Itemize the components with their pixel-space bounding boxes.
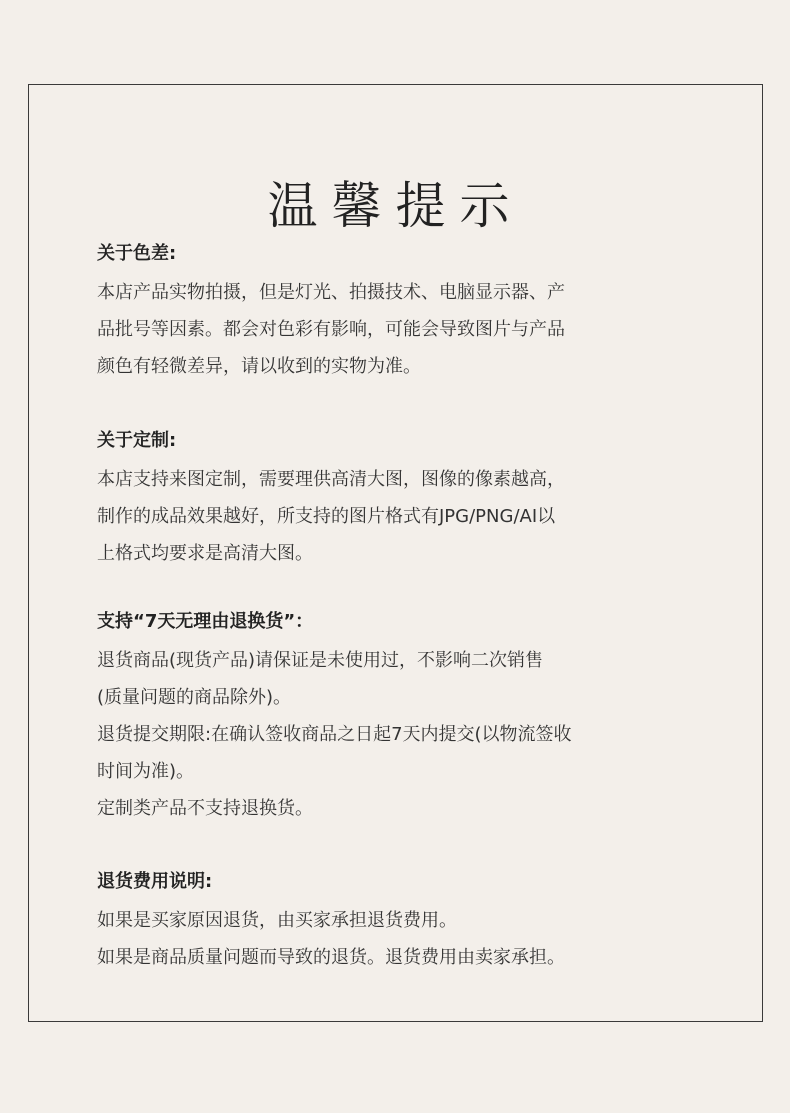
- section-line: (质量问题的商品除外)。: [97, 687, 292, 708]
- section-heading: 关于定制:: [97, 430, 177, 451]
- section-line: 时间为准)。: [97, 761, 195, 782]
- section-heading: 支持“7天无理由退换货”：: [97, 611, 314, 632]
- section-line: 颜色有轻微差异，请以收到的实物为准。: [97, 356, 421, 377]
- section-line: 本店产品实物拍摄，但是灯光、拍摄技术、电脑显示器、产: [97, 282, 565, 303]
- section-line: 退货提交期限:在确认签收商品之日起7天内提交(以物流签收: [97, 724, 572, 745]
- section-customization: [97, 427, 697, 572]
- section-line: 上格式均要求是高清大图。: [97, 543, 313, 564]
- section-line: 如果是商品质量问题而导致的退货。退货费用由卖家承担。: [97, 947, 565, 968]
- section-color-difference: [97, 240, 697, 385]
- page-title: 温馨提示: [267, 176, 524, 235]
- section-line: 品批号等因素。都会对色彩有影响，可能会导致图片与产品: [97, 319, 565, 340]
- section-heading: 退货费用说明:: [97, 871, 213, 892]
- notice-box: [28, 84, 763, 1022]
- section-heading: 关于色差:: [97, 243, 177, 264]
- section-line: 退货商品(现货产品)请保证是未使用过，不影响二次销售: [97, 650, 544, 671]
- section-line: 定制类产品不支持退换货。: [97, 798, 313, 819]
- section-return-policy: [97, 608, 697, 827]
- section-line: 如果是买家原因退货，由买家承担退货费用。: [97, 910, 457, 931]
- section-line: 制作的成品效果越好，所支持的图片格式有JPG/PNG/AI以: [97, 506, 556, 527]
- section-return-fees: [97, 868, 697, 976]
- section-line: 本店支持来图定制，需要理供高清大图，图像的像素越高，: [97, 469, 565, 490]
